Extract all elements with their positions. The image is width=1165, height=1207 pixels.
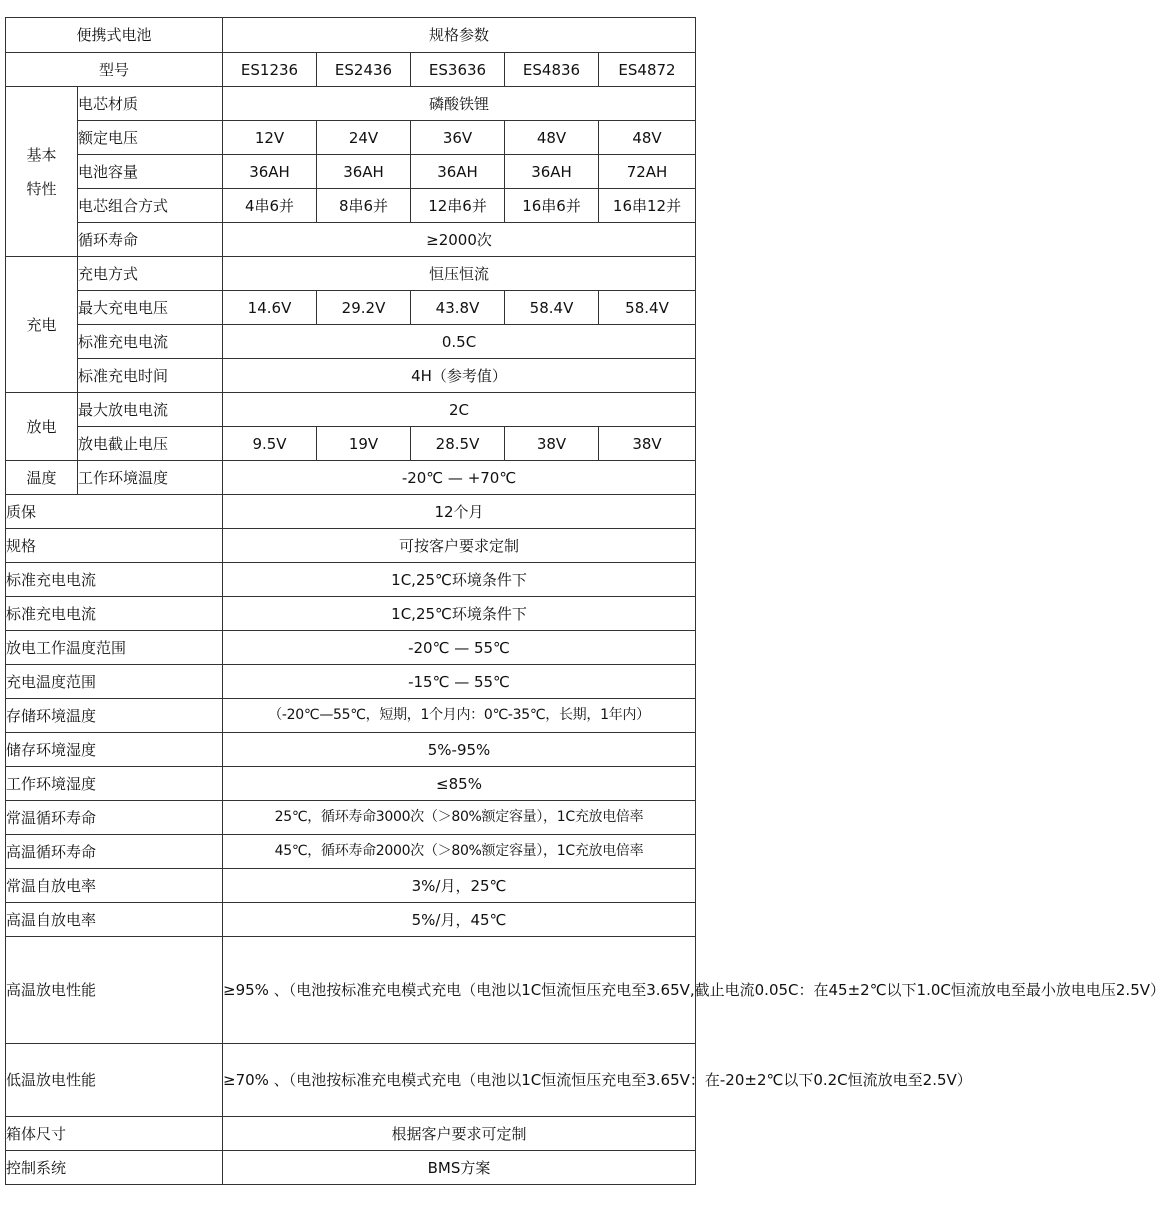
max-charge-voltage-value: 29.2V	[317, 291, 411, 325]
spec-row-value: 1C,25℃环境条件下	[223, 597, 696, 631]
spec-row-value: ≤85%	[223, 767, 696, 801]
charge-method-row	[6, 257, 696, 291]
config-value: 12串6并	[411, 189, 505, 223]
spec-row-value: 25℃，循环寿命3000次（＞80%额定容量），1C充放电倍率	[223, 801, 696, 835]
config-value: 16串12并	[599, 189, 696, 223]
spec-row-label: 标准充电电流	[6, 563, 223, 597]
spec-row-label: 储存环境湿度	[6, 733, 223, 767]
high-temp-discharge-label: 高温放电性能	[6, 937, 223, 1044]
model-value: ES4836	[505, 53, 599, 87]
spec-row	[6, 733, 696, 767]
group-charge: 充电	[6, 257, 78, 393]
spec-row	[6, 699, 696, 733]
config-label: 电芯组合方式	[78, 189, 223, 223]
max-discharge-current-value: 2C	[223, 393, 696, 427]
cycle-life-label: 循环寿命	[78, 223, 223, 257]
spec-row	[6, 835, 696, 869]
model-value: ES4872	[599, 53, 696, 87]
spec-row	[6, 563, 696, 597]
std-charge-current-row	[6, 325, 696, 359]
spec-row-value: 12个月	[223, 495, 696, 529]
spec-row-value: 根据客户要求可定制	[223, 1117, 696, 1151]
spec-row-label: 标准充电电流	[6, 597, 223, 631]
cycle-life-value: ≥2000次	[223, 223, 696, 257]
cutoff-voltage-value: 38V	[505, 427, 599, 461]
low-temp-discharge-value: ≥70% 、（电池按标准充电模式充电（电池以1C恒流恒压充电至3.65V：在-20±2℃以下0.2C恒流放电至2.5V）	[223, 1044, 696, 1117]
header-product: 便携式电池	[6, 18, 223, 53]
header-row	[6, 18, 696, 53]
spec-row-value: （-20℃—55℃，短期，1个月内：0℃-35℃，长期，1年内）	[223, 699, 696, 733]
cutoff-voltage-value: 28.5V	[411, 427, 505, 461]
high-temp-discharge-row	[6, 937, 696, 1044]
std-charge-current-value: 0.5C	[223, 325, 696, 359]
max-charge-voltage-label: 最大充电电压	[78, 291, 223, 325]
cell-material-value: 磷酸铁锂	[223, 87, 696, 121]
model-value: ES3636	[411, 53, 505, 87]
low-temp-discharge-label: 低温放电性能	[6, 1044, 223, 1117]
config-value: 16串6并	[505, 189, 599, 223]
high-temp-discharge-value: ≥95% 、（电池按标准充电模式充电（电池以1C恒流恒压充电至3.65V,截止电流0.05C：在45±2℃以下1.0C恒流放电至最小放电电压2.5V）	[223, 937, 696, 1044]
spec-row-label: 规格	[6, 529, 223, 563]
spec-row-value: 可按客户要求定制	[223, 529, 696, 563]
spec-row-label: 常温自放电率	[6, 869, 223, 903]
rated-voltage-value: 12V	[223, 121, 317, 155]
max-discharge-current-label: 最大放电电流	[78, 393, 223, 427]
max-charge-voltage-value: 43.8V	[411, 291, 505, 325]
spec-row-label: 质保	[6, 495, 223, 529]
config-value: 8串6并	[317, 189, 411, 223]
spec-row	[6, 1117, 696, 1151]
spec-row-value: 5%-95%	[223, 733, 696, 767]
config-value: 4串6并	[223, 189, 317, 223]
temperature-value: -20℃ — +70℃	[223, 461, 696, 495]
cycle-life-row	[6, 223, 696, 257]
cell-material-row	[6, 87, 696, 121]
capacity-value: 36AH	[223, 155, 317, 189]
spec-row-value: BMS方案	[223, 1151, 696, 1185]
capacity-value: 36AH	[317, 155, 411, 189]
spec-row	[6, 529, 696, 563]
spec-row	[6, 495, 696, 529]
config-row	[6, 189, 696, 223]
spec-table	[5, 17, 1165, 1185]
spec-row-value: 3%/月，25℃	[223, 869, 696, 903]
low-temp-discharge-row	[6, 1044, 696, 1117]
max-charge-voltage-row	[6, 291, 696, 325]
cutoff-voltage-label: 放电截止电压	[78, 427, 223, 461]
spec-row-label: 箱体尺寸	[6, 1117, 223, 1151]
rated-voltage-value: 48V	[599, 121, 696, 155]
spec-row-label: 放电工作温度范围	[6, 631, 223, 665]
spec-row	[6, 597, 696, 631]
spec-row-label: 充电温度范围	[6, 665, 223, 699]
cutoff-voltage-value: 19V	[317, 427, 411, 461]
spec-row	[6, 631, 696, 665]
spec-row-value: -20℃ — 55℃	[223, 631, 696, 665]
spec-row-label: 高温自放电率	[6, 903, 223, 937]
spec-row	[6, 767, 696, 801]
spec-row-label: 工作环境湿度	[6, 767, 223, 801]
spec-row-label: 控制系统	[6, 1151, 223, 1185]
cell-material-label: 电芯材质	[78, 87, 223, 121]
std-charge-current-label: 标准充电电流	[78, 325, 223, 359]
spec-row	[6, 1151, 696, 1185]
rated-voltage-value: 24V	[317, 121, 411, 155]
temperature-row	[6, 461, 696, 495]
cutoff-voltage-value: 9.5V	[223, 427, 317, 461]
capacity-value: 36AH	[505, 155, 599, 189]
model-label: 型号	[6, 53, 223, 87]
temperature-label: 工作环境温度	[78, 461, 223, 495]
cutoff-voltage-row	[6, 427, 696, 461]
group-discharge: 放电	[6, 393, 78, 461]
std-charge-time-label: 标准充电时间	[78, 359, 223, 393]
capacity-value: 36AH	[411, 155, 505, 189]
spec-row	[6, 665, 696, 699]
group-basic: 基本 特性	[6, 87, 78, 257]
header-spec: 规格参数	[223, 18, 696, 53]
max-charge-voltage-value: 58.4V	[599, 291, 696, 325]
spec-row-label: 常温循环寿命	[6, 801, 223, 835]
group-temperature: 温度	[6, 461, 78, 495]
rated-voltage-row	[6, 121, 696, 155]
std-charge-time-row	[6, 359, 696, 393]
model-value: ES2436	[317, 53, 411, 87]
spec-row	[6, 903, 696, 937]
max-charge-voltage-value: 14.6V	[223, 291, 317, 325]
spec-row-value: -15℃ — 55℃	[223, 665, 696, 699]
max-charge-voltage-value: 58.4V	[505, 291, 599, 325]
capacity-label: 电池容量	[78, 155, 223, 189]
spec-row-label: 高温循环寿命	[6, 835, 223, 869]
spec-row-label: 存储环境温度	[6, 699, 223, 733]
spec-row	[6, 869, 696, 903]
rated-voltage-label: 额定电压	[78, 121, 223, 155]
model-value: ES1236	[223, 53, 317, 87]
rated-voltage-value: 48V	[505, 121, 599, 155]
charge-method-value: 恒压恒流	[223, 257, 696, 291]
capacity-row	[6, 155, 696, 189]
std-charge-time-value: 4H（参考值）	[223, 359, 696, 393]
spec-row	[6, 801, 696, 835]
rated-voltage-value: 36V	[411, 121, 505, 155]
model-row	[6, 53, 696, 87]
cutoff-voltage-value: 38V	[599, 427, 696, 461]
max-discharge-current-row	[6, 393, 696, 427]
charge-method-label: 充电方式	[78, 257, 223, 291]
spec-row-value: 45℃，循环寿命2000次（＞80%额定容量），1C充放电倍率	[223, 835, 696, 869]
spec-row-value: 1C,25℃环境条件下	[223, 563, 696, 597]
capacity-value: 72AH	[599, 155, 696, 189]
spec-row-value: 5%/月，45℃	[223, 903, 696, 937]
